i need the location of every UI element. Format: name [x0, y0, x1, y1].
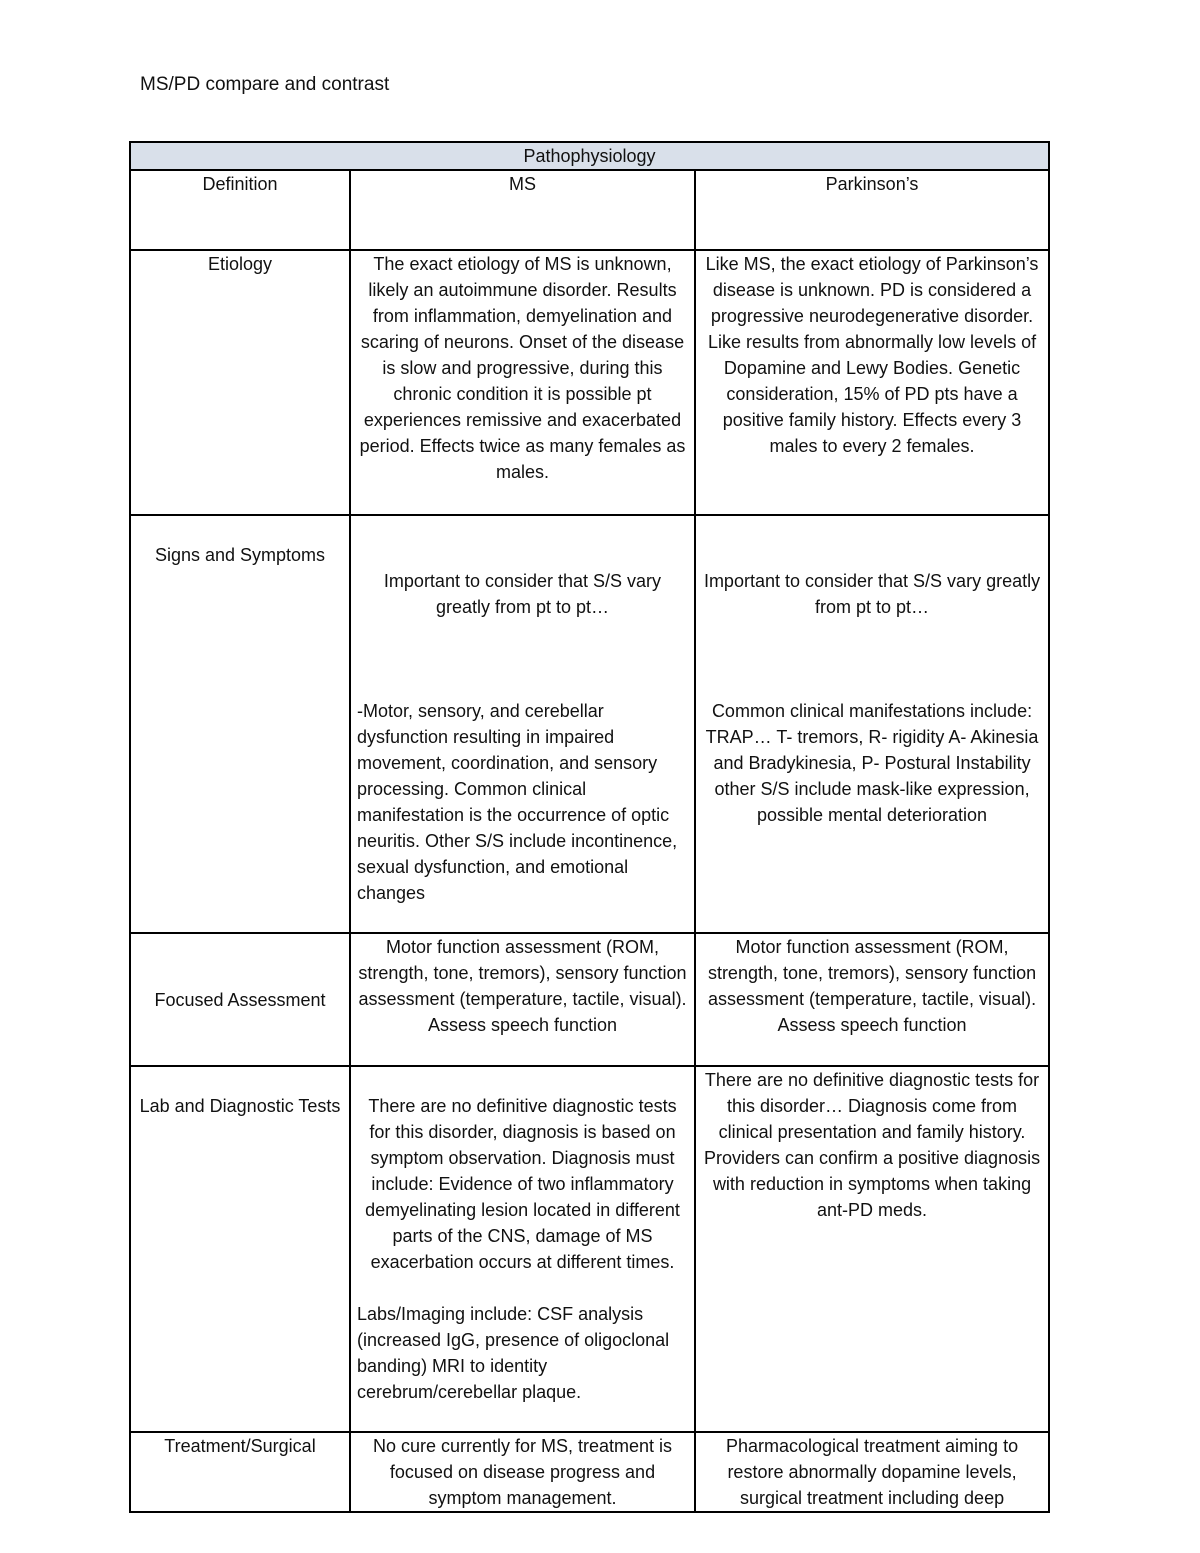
table-row — [130, 1066, 1049, 1432]
pd-signs-intro: Important to consider that S/S vary greatly from pt to pt… — [703, 571, 1041, 617]
row-label-etiology: Etiology — [130, 250, 350, 515]
ms-signs-cell — [350, 515, 695, 933]
column-header-ms: MS — [350, 170, 695, 250]
row-label-signs-symptoms: Signs and Symptoms — [130, 515, 350, 933]
ms-etiology-cell: The exact etiology of MS is unknown, likely an autoimmune disorder. Results from inflammation, demyelination and scaring of neurons. Onset of the disease is slow and progressive, during this chronic condition it is possible pt experiences remissive and exacerbated period. Effects twice as many females as males. — [350, 250, 695, 515]
ms-signs-intro: Important to consider that S/S vary greatly from pt to pt… — [383, 571, 662, 617]
document-title: MS/PD compare and contrast — [140, 74, 390, 95]
ms-lab-diagnosis: There are no definitive diagnostic tests for this disorder, diagnosis is based on symptom observation. Diagnosis must include: Evidence of two inflammatory demyelinating lesion located in different parts of the CNS, damage of MS exacerbation occurs at different times. — [365, 1096, 680, 1272]
table-row — [130, 515, 1049, 933]
ms-lab-cell — [350, 1066, 695, 1432]
pd-assessment-cell: Motor function assessment (ROM, strength, tone, tremors), sensory function assessment (temperature, tactile, visual). Assess speech function — [695, 933, 1049, 1066]
ms-assessment-cell: Motor function assessment (ROM, strength, tone, tremors), sensory function assessment (temperature, tactile, visual). Assess speech function — [350, 933, 695, 1066]
comparison-table — [129, 141, 1050, 1513]
section-header-row — [130, 142, 1049, 170]
pd-lab-cell: There are no definitive diagnostic tests for this disorder… Diagnosis come from clinical presentation and family history. Providers can confirm a positive diagnosis with reduction in symptoms when taking ant-PD meds. — [695, 1066, 1049, 1432]
row-label-treatment: Treatment/Surgical — [130, 1432, 350, 1512]
table-row — [130, 933, 1049, 1066]
row-label-focused-assessment: Focused Assessment — [130, 933, 350, 1066]
table-row — [130, 1432, 1049, 1512]
table-row — [130, 250, 1049, 515]
column-header-definition: Definition — [130, 170, 350, 250]
row-label-lab-diagnostic: Lab and Diagnostic Tests — [130, 1066, 350, 1432]
pd-signs-detail: Common clinical manifestations include: TRAP… T- tremors, R- rigidity A- Akinesia and Bradykinesia, P- Postural Instability other S/S include mask-like expression, possible mental deterioration — [705, 701, 1039, 825]
ms-treatment-cell: No cure currently for MS, treatment is focused on disease progress and symptom management. — [350, 1432, 695, 1512]
ms-lab-imaging: Labs/Imaging include: CSF analysis (increased IgG, presence of oligoclonal banding) MRI to identity cerebrum/cerebellar plaque. — [357, 1304, 670, 1402]
pd-treatment-cell: Pharmacological treatment aiming to restore abnormally dopamine levels, surgical treatment including deep — [695, 1432, 1049, 1512]
pd-etiology-cell: Like MS, the exact etiology of Parkinson’s disease is unknown. PD is considered a progressive neurodegenerative disorder. Like results from abnormally low levels of Dopamine and Lewy Bodies. Genetic consideration, 15% of PD pts have a positive family history. Effects every 3 males to every 2 females. — [695, 250, 1049, 515]
section-header: Pathophysiology — [130, 142, 1049, 170]
column-header-parkinsons: Parkinson’s — [695, 170, 1049, 250]
ms-signs-detail: -Motor, sensory, and cerebellar dysfunction resulting in impaired movement, coordination, and sensory processing. Common clinical manifestation is the occurrence of optic neuritis. Other S/S include incontinence, sexual dysfunction, and emotional changes — [357, 701, 678, 903]
pd-signs-cell — [695, 515, 1049, 933]
column-header-row — [130, 170, 1049, 250]
